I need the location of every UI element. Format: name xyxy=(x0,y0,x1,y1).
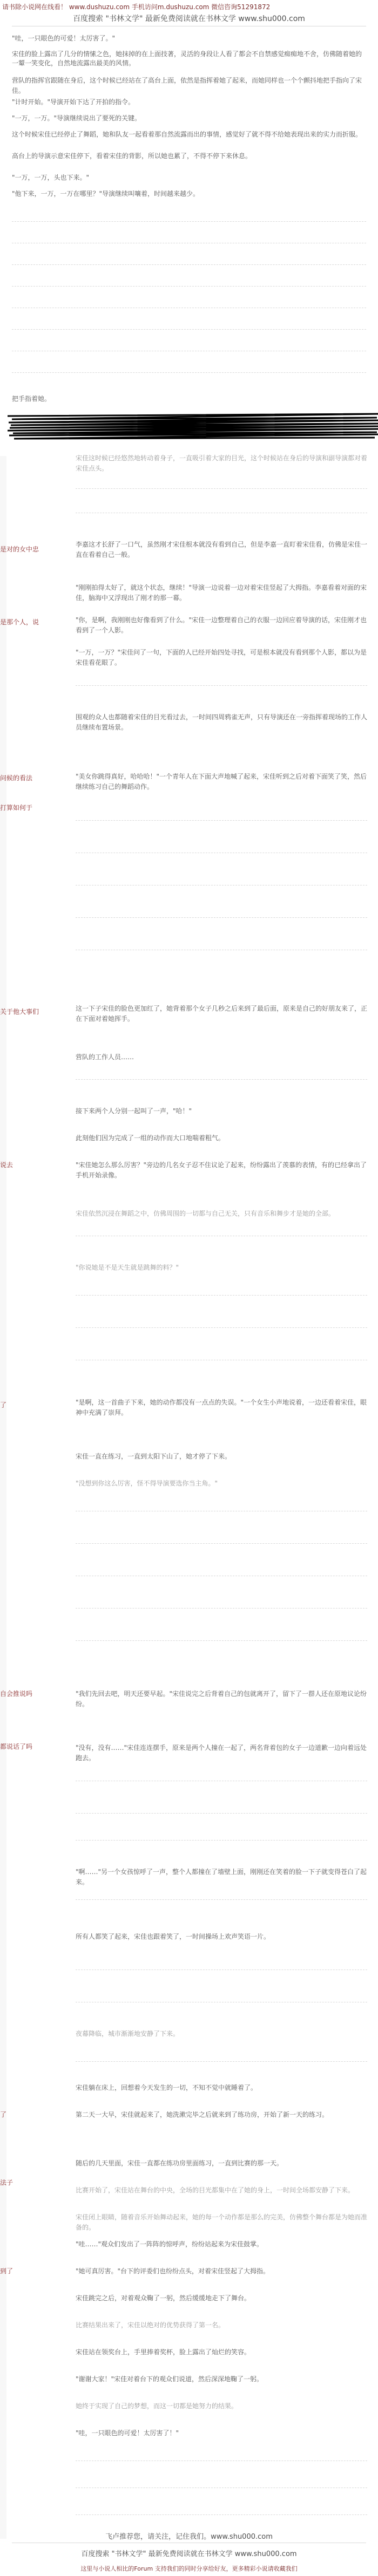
paragraph: 宋佳的脸上露出了几分的情愫之色，她抹掉的在上面技著，灵活的身段让人看了都会不自禁感觉痴痴地不舍，仿佛随着她的一颦一笑变化，自然地流露出最美的风情。 xyxy=(12,50,362,67)
paragraph: 宋佳一直在练习，一直到太阳下山了，她才停了下来。 xyxy=(76,1453,232,1460)
paragraph: "啊……"另一个女孩惊呼了一声，整个人都撞在了墙壁上面，刚刚还在笑着的脸一下子就变得苍白了起来。 xyxy=(76,1868,367,1886)
dotted-line xyxy=(76,488,367,489)
paragraph: 营队的指挥官跟随在身后，这个时候已经站在了高台上面，依然是指挥着她了起来，而她同样也一个个颤抖地把手指向了宋佳。 xyxy=(12,77,362,94)
site-banner[interactable]: 百度搜索 "书林文学" 最新免费阅读就在书林文学 www.shu000.com xyxy=(73,15,305,23)
footer-bottom[interactable]: 这里与小说人相比的Forum 支持我们的同时分享给好友，更多精彩小说请收藏我们 xyxy=(80,2565,298,2572)
dotted-line xyxy=(76,1543,367,1544)
paragraph: "哇，一只眼色的可爱！太厉害了。" xyxy=(12,35,116,42)
margin-fragment: 说去 xyxy=(0,1161,14,1169)
paragraph: 宋佳站在领奖台上，手里捧着奖杯，脸上露出了灿烂的笑容。 xyxy=(76,2348,251,2356)
page-sidebar xyxy=(0,456,6,2539)
dotted-line xyxy=(12,264,366,265)
paragraph: "计时开始。"导演开始下达了开拍的指令。 xyxy=(12,98,135,106)
paragraph: 随后的几天里面，宋佳一直都在练功房里面练习，一直到比赛的那一天。 xyxy=(76,2159,284,2167)
margin-fragment: 到了 xyxy=(0,2267,14,2275)
paragraph: "没想到你这么厉害，怪不得导演要选你当主角。" xyxy=(76,1480,218,1487)
paragraph: 营队的工作人员…… xyxy=(76,1053,134,1061)
dotted-line xyxy=(12,372,366,373)
paragraph: 比赛结果出来了，宋佳以绝对的优势获得了第一名。 xyxy=(76,2321,225,2329)
paragraph: "你说她是不是天生就是跳舞的料？" xyxy=(76,1264,179,1271)
paragraph: "哇……"观众们发出了一阵阵的惊呼声，纷纷站起来为宋佳鼓掌。 xyxy=(76,2240,264,2248)
paragraph: 接下来两个人分别一起叫了一声，"哈！" xyxy=(76,1107,192,1115)
paragraph: 这一下子宋佳的脸色更加红了，她背着那个女子几秒之后来到了最后面，原来是自己的好朋友来了，正在下面对着她挥手。 xyxy=(76,1005,368,1023)
paragraph: "谢谢大家！"宋佳对着台下的观众们说道，然后深深地鞠了一躬。 xyxy=(76,2375,264,2383)
dotted-line xyxy=(76,1327,367,1328)
paragraph: 宋佳这时候已经悠然地转动着身子，一直吸引着大家的目光，这个时候站在身后的导演和副导演都对着宋佳点头。 xyxy=(76,454,368,472)
margin-fragment: 自会推说吗 xyxy=(0,1690,33,1698)
dotted-line xyxy=(12,221,366,222)
paragraph: "一万，一万。"导演继续说出了要死的关键。 xyxy=(12,114,141,122)
dotted-line xyxy=(76,685,367,686)
paragraph: "宋佳她怎么那么厉害？"旁边的几名女子忍不住议论了起来，纷纷露出了羡慕的表情，有的已经拿出了手机开始录像。 xyxy=(76,1161,367,1179)
paragraph: 第二天一大早，宋佳就起来了，她洗漱完毕之后就来到了练功房，开始了新一天的练习。 xyxy=(76,2111,329,2118)
paragraph: 宋佳闭上眼睛，随着音乐开始舞动起来，她的每一个动作都是那么的完美，仿佛整个舞台都是为她而准备的。 xyxy=(76,2213,368,2231)
dotted-line xyxy=(76,1813,367,1814)
paragraph: "一万，一万，头也下来。" xyxy=(12,174,90,181)
paragraph: 这个时候宋佳已经停止了舞蹈，她和队友一起看着那自然流露而出的事情，感觉好了就不得不给她表现出来的实力而折服。 xyxy=(12,131,362,138)
paragraph: 比赛开始了，宋佳站在舞台的中央，全场的目光都集中在了她的身上，一时间全场都安静了下来。 xyxy=(76,2186,355,2194)
dotted-line xyxy=(76,820,367,821)
site-notice[interactable]: 请书除小说网在线看！ www.dushuzu.com 手机访问m.dushuzu.com 微信咨询51291872 xyxy=(2,3,271,11)
margin-fragment: 打算如何于 xyxy=(0,804,33,812)
dotted-line xyxy=(76,1640,367,1641)
dotted-line xyxy=(76,1079,367,1080)
paragraph: "一万，一万？"宋佳问了一句，下面的人已经开始四处寻找，可是根本就没有看到那个人影，都以为是宋佳看花眼了。 xyxy=(76,649,367,666)
dotted-line xyxy=(76,1295,367,1296)
paragraph: 她终于实现了自己的梦想，而这一切都是她努力的结果。 xyxy=(76,2402,238,2410)
dotted-line xyxy=(76,2061,367,2062)
margin-fragment: 了 xyxy=(0,2111,7,2118)
paragraph: "她可真厉害。"台下的评委们也纷纷点头，对着宋佳竖起了大拇指。 xyxy=(76,2267,270,2275)
margin-fragment: 是那个人，说 xyxy=(0,618,39,626)
dotted-line xyxy=(76,1608,367,1609)
paragraph: "是啊，这一首曲子下来，她的动作都没有一点点的失误。"一个女生小声地说着，一边还看着宋佳，眼神中充满了崇拜。 xyxy=(76,1399,367,1416)
paragraph: 高台上的导演示意宋佳停下，看着宋佳的背影，所以她也累了，不得不停下来休息。 xyxy=(12,152,252,160)
paragraph: 所有人都笑了起来，宋佳也跟着笑了，一时间操场上欢声笑语一片。 xyxy=(76,1933,271,1940)
paragraph: 李嘉这才长舒了一口气，虽然刚才宋佳根本就没有看到自己，但是李嘉一直盯着宋佳看，仿佛是宋佳一直在看着自己一般。 xyxy=(76,541,368,558)
paragraph: 围观的众人也都随着宋佳的目光看过去，一时间四周鸦雀无声，只有导演还在一旁指挥着现场的工作人员继续布置场景。 xyxy=(76,713,368,731)
footer-recommend[interactable]: 飞卢推荐您，请关注，记住我们。www.shu000.com xyxy=(105,2533,273,2541)
dotted-line xyxy=(76,917,367,918)
paragraph: "没有，没有……"宋佳连连摆手，原来是两个人撞在一起了，两名背着包的女子一边道歉一边向着远处跑去。 xyxy=(76,1744,367,1762)
dotted-line xyxy=(76,1899,367,1900)
paragraph: "你，是啊，我刚刚也好像看到了什么。"宋佳一边整理着自己的衣服一边回应着导演的话，宋佳刚才也看到了一个人影。 xyxy=(76,616,367,634)
margin-fragment: 是对的女中忠 xyxy=(0,546,39,553)
margin-fragment: 都说话了吗 xyxy=(0,1743,33,1750)
margin-fragment: 问候的看法 xyxy=(0,774,33,782)
footer-banner[interactable]: 百度搜索 "书林文学" 最新免费阅读就在书林文学 www.shu000.com xyxy=(81,2550,297,2558)
paragraph: 宋佳躺在床上，回想着今天发生的一切，不知不觉中就睡着了。 xyxy=(76,2084,258,2091)
paragraph: "我们先回去吧，明天还要早起。"宋佳说完之后背着自己的包就离开了，留下了一群人还在原地议论纷纷。 xyxy=(76,1690,367,1708)
dotted-line xyxy=(12,286,366,287)
margin-fragment: 了 xyxy=(0,1401,7,1409)
paragraph: 此刻他们因为完成了一组的动作而大口地喘着粗气。 xyxy=(76,1134,225,1142)
paragraph: 把手指着她。 xyxy=(12,395,51,403)
dotted-line xyxy=(76,1840,367,1841)
paragraph: 宋佳跳完之后，对着观众鞠了一躬，然后缓缓地走下了舞台。 xyxy=(76,2294,251,2302)
paragraph: "他下来，一万，一万在哪里？"导演继续叫嚷着，时间越来越少。 xyxy=(12,190,200,197)
paragraph: "美女你跳得真好，哈哈哈！"一个青年人在下面大声地喊了起来，宋佳听到之后对着下面笑了笑，然后继续练习自己的舞蹈动作。 xyxy=(76,773,367,790)
dotted-line xyxy=(76,2514,367,2515)
scribble-overlay xyxy=(8,413,378,443)
paragraph: 夜幕降临，城市渐渐地安静了下来。 xyxy=(76,2030,180,2037)
paragraph: "哇，一只眼色的可爱！太厉害了！" xyxy=(76,2429,179,2437)
margin-fragment: 法子 xyxy=(0,2179,14,2186)
paragraph: "刚刚拍得太好了，就这个状态，继续！"导演一边说着一边对着宋佳竖起了大拇指。李嘉看着对面的宋佳，脑海中又浮现出了刚才的那一幕。 xyxy=(76,584,367,602)
paragraph: 宋佳依然沉浸在舞蹈之中，仿佛周围的一切都与自己无关，只有音乐和舞步才是她的全部。 xyxy=(76,1210,335,1217)
dotted-line xyxy=(12,329,366,330)
margin-fragment: 关于他大事们 xyxy=(0,1008,39,1016)
